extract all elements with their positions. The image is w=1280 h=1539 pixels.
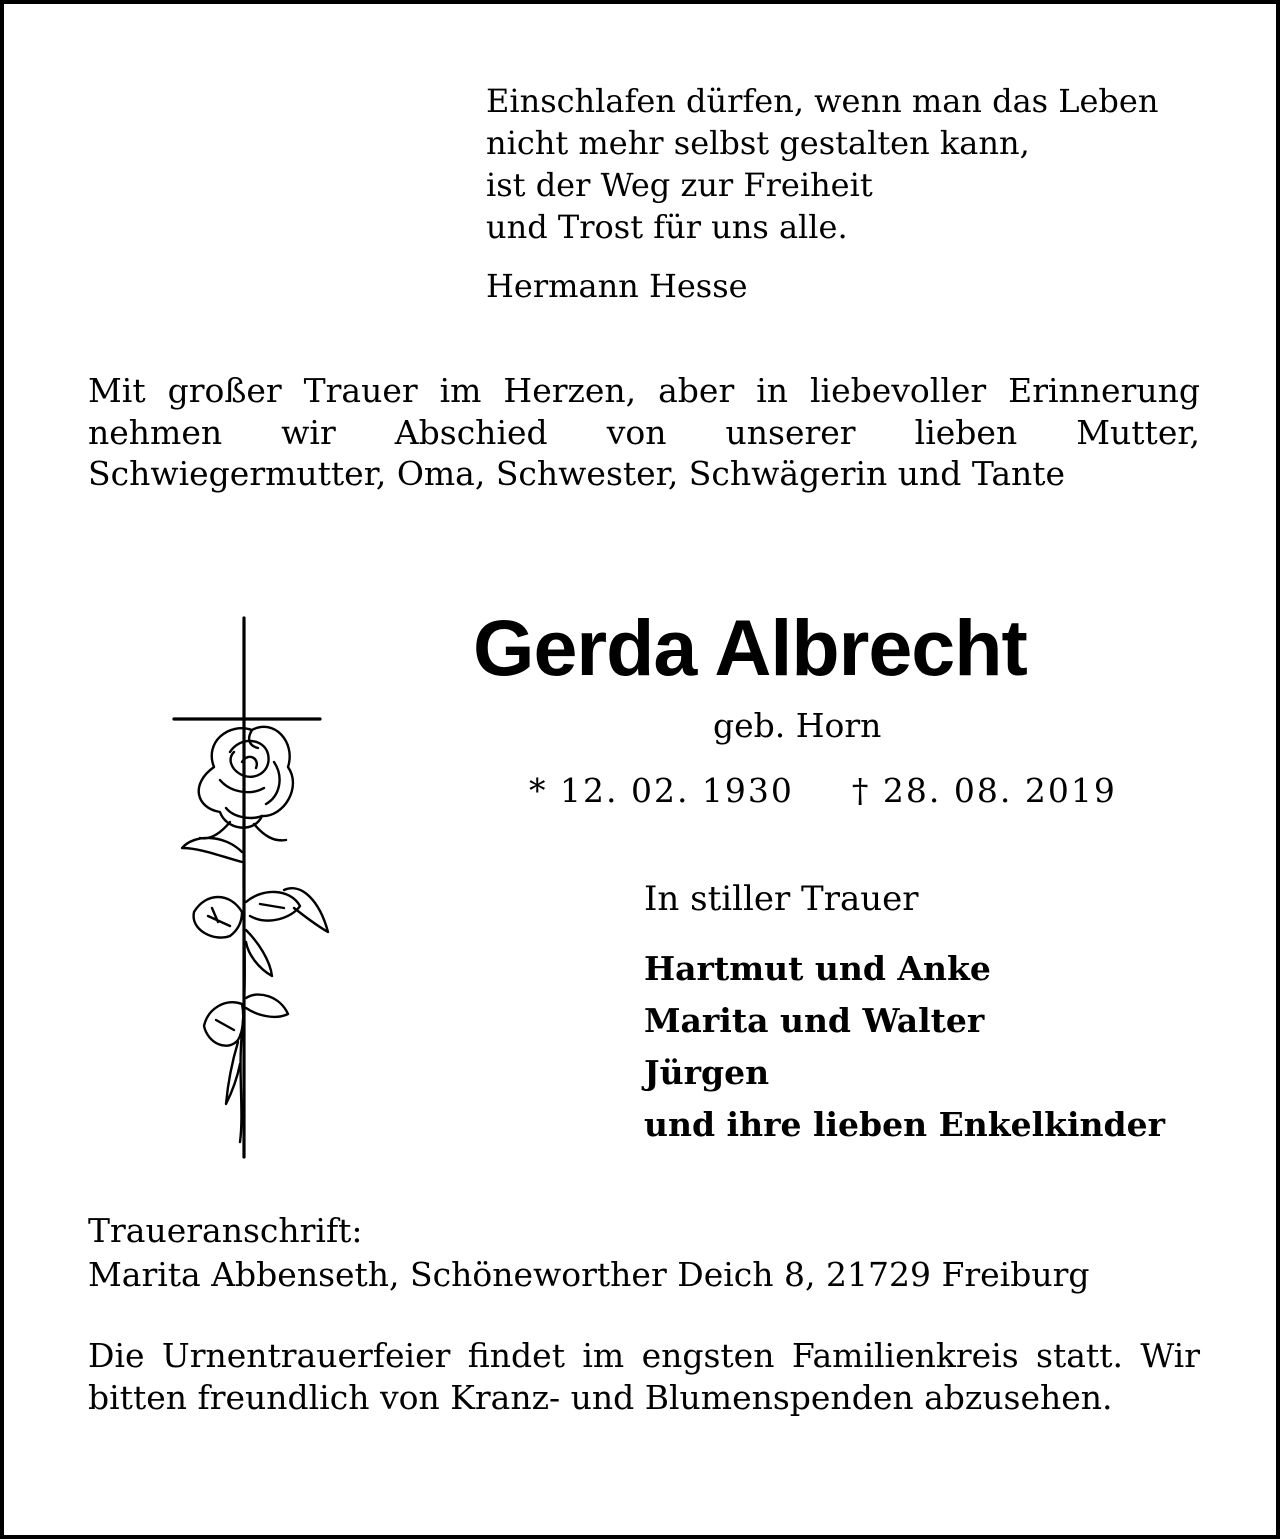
- poem-line: und Trost für uns alle.: [486, 208, 848, 246]
- deceased-name: Gerda Albrecht: [473, 603, 1027, 692]
- life-dates: [529, 769, 1117, 813]
- ceremony-paragraph: Die Urnentrauerfeier findet im engsten Familienkreis statt. Wir bitten freundlich von Kranz- und Blumenspenden abzusehen.: [88, 1336, 1200, 1417]
- intro-paragraph: Mit großer Trauer im Herzen, aber in liebevoller Erinnerung nehmen wir Abschied von unserer lieben Mutter, Schwiegermutter, Oma, Schwester, Schwägerin und Tante: [88, 371, 1200, 493]
- poem-line: ist der Weg zur Freiheit: [486, 166, 873, 204]
- poem-author: Hermann Hesse: [486, 267, 748, 305]
- mourners-list: [644, 943, 1165, 1151]
- death-date: † 28. 08. 2019: [851, 771, 1117, 810]
- mourner-name: Jürgen: [644, 1053, 770, 1092]
- address-heading: Traueranschrift:: [88, 1211, 363, 1250]
- mourning-address: Marita Abbenseth, Schöneworther Deich 8, 21729 Freiburg: [88, 1255, 1090, 1294]
- maiden-name: geb. Horn: [713, 706, 882, 745]
- mourning-phrase: In stiller Trauer: [644, 879, 919, 919]
- poem-line: nicht mehr selbst gestalten kann,: [486, 124, 1030, 162]
- cross-with-rose-icon: [134, 612, 334, 1166]
- mourner-name: Marita und Walter: [644, 1001, 985, 1040]
- birth-date: * 12. 02. 1930: [529, 771, 794, 810]
- mourner-name: und ihre lieben Enkelkinder: [644, 1105, 1165, 1144]
- poem-quote: [486, 80, 1158, 248]
- poem-line: Einschlafen dürfen, wenn man das Leben: [486, 82, 1159, 120]
- mourner-name: Hartmut und Anke: [644, 949, 991, 988]
